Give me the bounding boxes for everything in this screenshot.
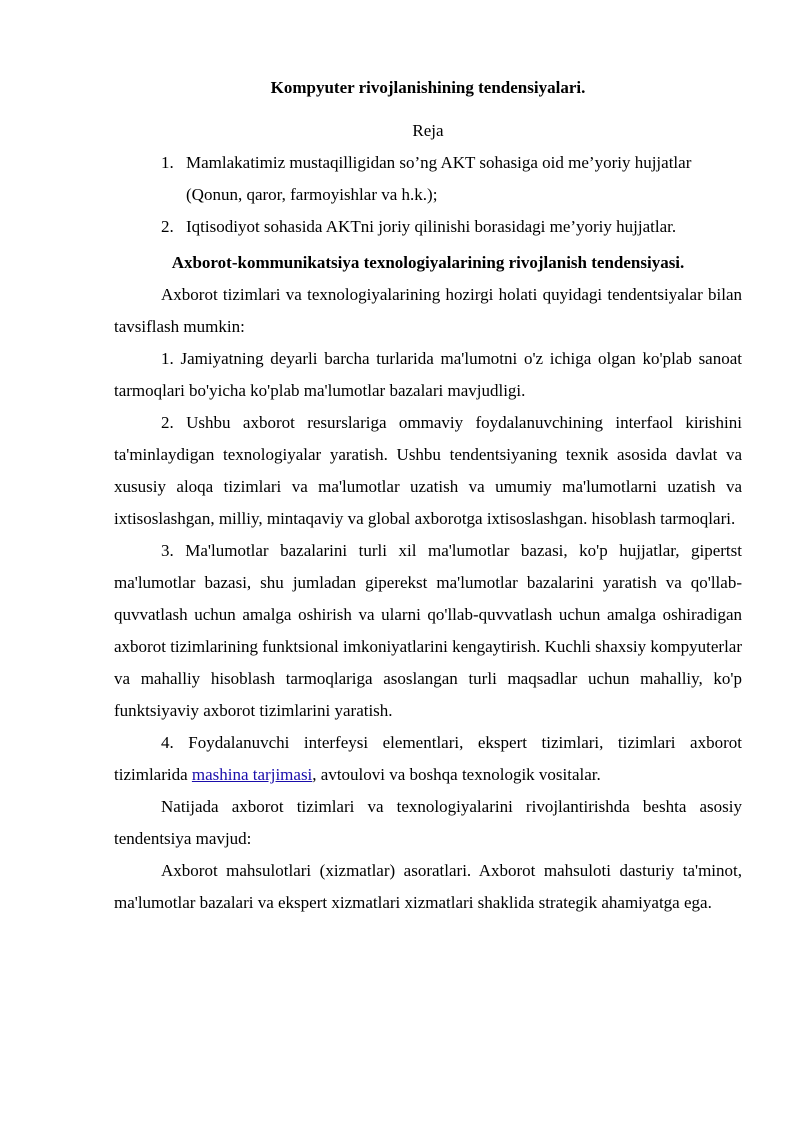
plan-item-number: 1. (161, 153, 174, 172)
paragraph: 3. Ma'lumotlar bazalarini turli xil ma'lumotlar bazasi, ko'p hujjatlar, gipertst ma'lumotlar bazasi, shu jumladan giperekst ma'lumotlar bazalarini yaratish va qo'llab-quvvatlash uchun amalga oshirish va ularni qo'llab-quvvatlash uchun amalga oshiradigan axborot tizimlarining funktsional imkoniyatlarini kengaytirish. Kuchli shaxsiy kompyuterlar va mahalliy hisoblash tarmoqlariga asoslangan turli maqsadlar uchun mahalliy, ko'p funktsiyaviy axborot tizimlarini yaratish. (114, 541, 742, 720)
paragraph: 1. Jamiyatning deyarli barcha turlarida ma'lumotni o'z ichiga olgan ko'plab sanoat tarmoqlari bo'yicha ko'plab ma'lumotlar bazalari mavjudligi. (114, 349, 742, 400)
plan-list (114, 147, 742, 243)
paragraph-with-link (114, 727, 742, 791)
paragraph: Axborot mahsulotlari (xizmatlar) asoratlari. Axborot mahsuloti dasturiy ta'minot, ma'lumotlar bazalari va ekspert xizmatlari xizmatlari shaklida strategik ahamiyatga ega. (114, 861, 742, 912)
document-title: Kompyuter rivojlanishining tendensiyalari. (270, 78, 586, 97)
paragraph: 2. Ushbu axborot resurslariga ommaviy foydalanuvchining interfaol kirishini ta'minlaydigan texnologiyalar yaratish. Ushbu tendentsiyaning texnik asosida davlat va xususiy aloqa tizimlari va ma'lumotlar uzatish va umumiy ma'lumotlarni uzatish va ixtisoslashgan, milliy, mintaqaviy va global axborotga ixtisoslashgan. hisoblash tarmoqlari. (114, 413, 742, 528)
document-page (114, 72, 742, 919)
section-heading: Axborot-kommunikatsiya texnologiyalarining rivojlanish tendensiyasi. (171, 253, 685, 272)
paragraph-text: 4. Foydalanuvchi interfeysi elementlari, ekspert tizimlari, tizimlari axborot tizimlarida (114, 733, 742, 784)
plan-item-number: 2. (161, 217, 174, 236)
plan-label: Reja (412, 121, 444, 140)
machine-translation-link[interactable]: mashina tarjimasi (191, 765, 313, 784)
plan-item (114, 147, 742, 211)
paragraph: Natijada axborot tizimlari va texnologiyalarini rivojlantirishda beshta asosiy tendentsiya mavjud: (114, 797, 742, 848)
paragraph: Axborot tizimlari va texnologiyalarining hozirgi holati quyidagi tendentsiyalar bilan tavsiflash mumkin: (114, 285, 742, 336)
plan-item-text: Mamlakatimiz mustaqilligidan so’ng AKT sohasiga oid me’yoriy hujjatlar (Qonun, qaror, farmoyishlar va h.k.); (186, 153, 692, 204)
paragraph-text: , avtoulovi va boshqa texnologik vositalar. (312, 765, 601, 784)
plan-item-text: Iqtisodiyot sohasida AKTni joriy qilinishi borasidagi me’yoriy hujjatlar. (186, 217, 677, 236)
plan-item (114, 211, 742, 243)
